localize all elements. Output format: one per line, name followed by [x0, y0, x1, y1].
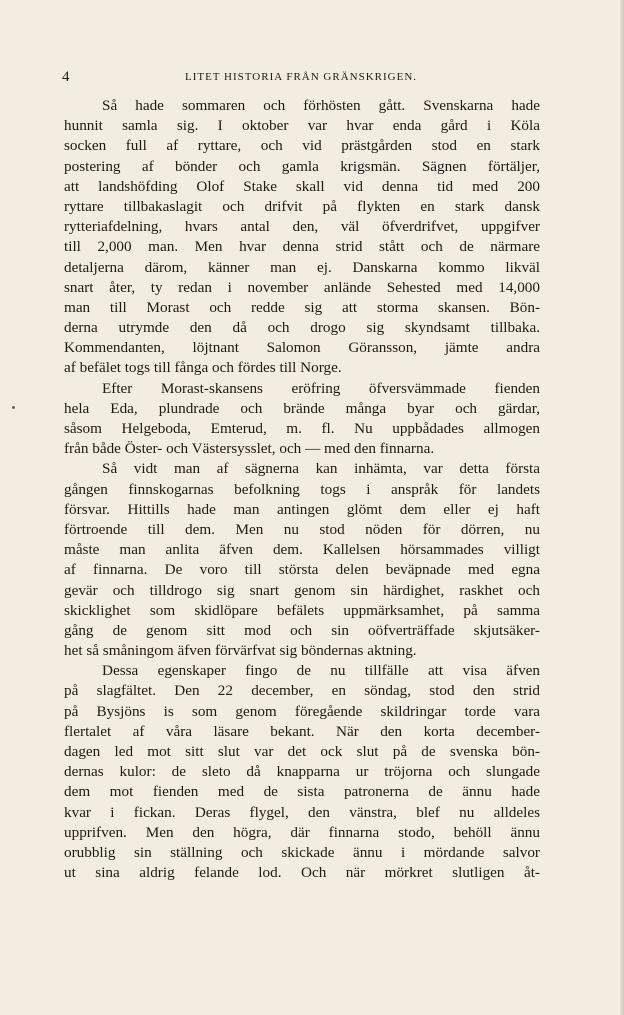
text-line: Efter Morast-skansens eröfring öfversvämmade fienden — [102, 379, 540, 397]
text-line: kvar i fickan. Deras flygel, den vänstra, blef nu alldeles — [64, 803, 540, 821]
text-line: från både Öster- och Västersysslet, och — med den finnarna. — [64, 440, 435, 458]
text-line: dagen led mot sitt slut var det ock slut på de svenska bön- — [64, 743, 540, 760]
margin-speck — [12, 406, 15, 409]
text-line: försvar. Hittills hade man antingen glömt dem eller ej haft — [64, 500, 540, 518]
body-text — [64, 96, 540, 883]
text-line: Så hade sommaren och förhösten gått. Svenskarna hade — [102, 97, 540, 114]
text-line: snart åter, ty redan i november anlände Sehested med 14,000 — [64, 278, 540, 296]
text-line: gång de genom sitt mod och sin oöfverträffade skjutsäker- — [64, 621, 540, 639]
page-number: 4 — [62, 69, 70, 85]
text-line: måste man anlita äfven dem. Kallelsen hörsammades villigt — [64, 541, 540, 559]
text-line: flertalet af våra läsare bekant. När den korta december- — [64, 722, 540, 740]
text-line: postering af bönder och gamla krigsmän. Sägnen förtäljer, — [64, 157, 540, 175]
text-line: ut sina aldrig felande lod. Och när mörkret slutligen åt- — [64, 864, 540, 882]
text-line: dem mot fienden med de sista patronerna de ännu hade — [64, 783, 540, 801]
text-line: derna utrymde den då och drogo sig skyndsamt tillbaka. — [64, 319, 540, 337]
text-line: på slagfältet. Den 22 december, en söndag, stod den strid — [64, 682, 540, 700]
text-line: socken full af ryttare, och vid prästgården stod en stark — [64, 137, 540, 155]
text-line: af befälet togs till fånga och fördes till Norge. — [64, 359, 342, 377]
text-line: rytteriafdelning, hvars antal den, väl öfverdrifvet, uppgifver — [64, 218, 540, 236]
running-title: LITET HISTORIA FRÅN GRÄNSKRIGEN. — [184, 71, 418, 83]
text-line: att landshöfding Olof Stake skall vid denna tid med 200 — [64, 177, 540, 195]
text-line: gevär och tilldrogo sig snart genom sin härdighet, raskhet och — [64, 581, 540, 599]
text-line: orubblig sin ställning och skickade ännu i mördande salvor — [64, 843, 540, 861]
text-line: het så småningom äfven förvärfvat sig böndernas aktning. — [64, 642, 417, 660]
page-header — [62, 67, 540, 87]
text-line: skicklighet som skidlöpare befälets uppmärksamhet, på samma — [64, 601, 540, 619]
text-line: dernas kulor: de sleto då knapparna ur tröjorna och slungade — [64, 763, 540, 781]
text-line: af finnarna. De voro till största delen beväpnade med egna — [64, 561, 540, 579]
text-line: detaljerna därom, känner man ej. Danskarna kommo likväl — [64, 258, 540, 276]
text-line: till 2,000 man. Men hvar denna strid stått och de närmare — [64, 238, 540, 256]
text-line: förtroende till dem. Men nu stod nöden för dörren, nu — [64, 520, 540, 538]
text-line: såsom Helgeboda, Emterud, m. fl. Nu uppbådades allmogen — [64, 420, 540, 437]
text-line: hela Eda, plundrade och brände många byar och gärdar, — [64, 399, 540, 417]
text-line: gången finnskogarnas befolkning togs i anspråk för landets — [64, 480, 540, 498]
page-edge — [620, 0, 624, 1015]
text-line: man till Morast och redde sig att storma skansen. Bön- — [64, 298, 540, 316]
text-line: Dessa egenskaper fingo de nu tillfälle att visa äfven — [102, 662, 540, 680]
text-line: Så vidt man af sägnerna kan inhämta, var detta första — [102, 460, 540, 478]
text-line: ryttare tillbakaslagit och drifvit på flykten en stark dansk — [64, 197, 540, 215]
text-line: Kommendanten, löjtnant Salomon Göransson, jämte andra — [64, 339, 540, 357]
text-line: på Bysjöns is som genom föregående skildringar torde vara — [64, 702, 540, 720]
text-line: upprifven. Men den högra, där finnarna stodo, behöll ännu — [64, 823, 540, 841]
text-line: hunnit samla sig. I oktober var hvar enda gård i Köla — [64, 117, 540, 135]
